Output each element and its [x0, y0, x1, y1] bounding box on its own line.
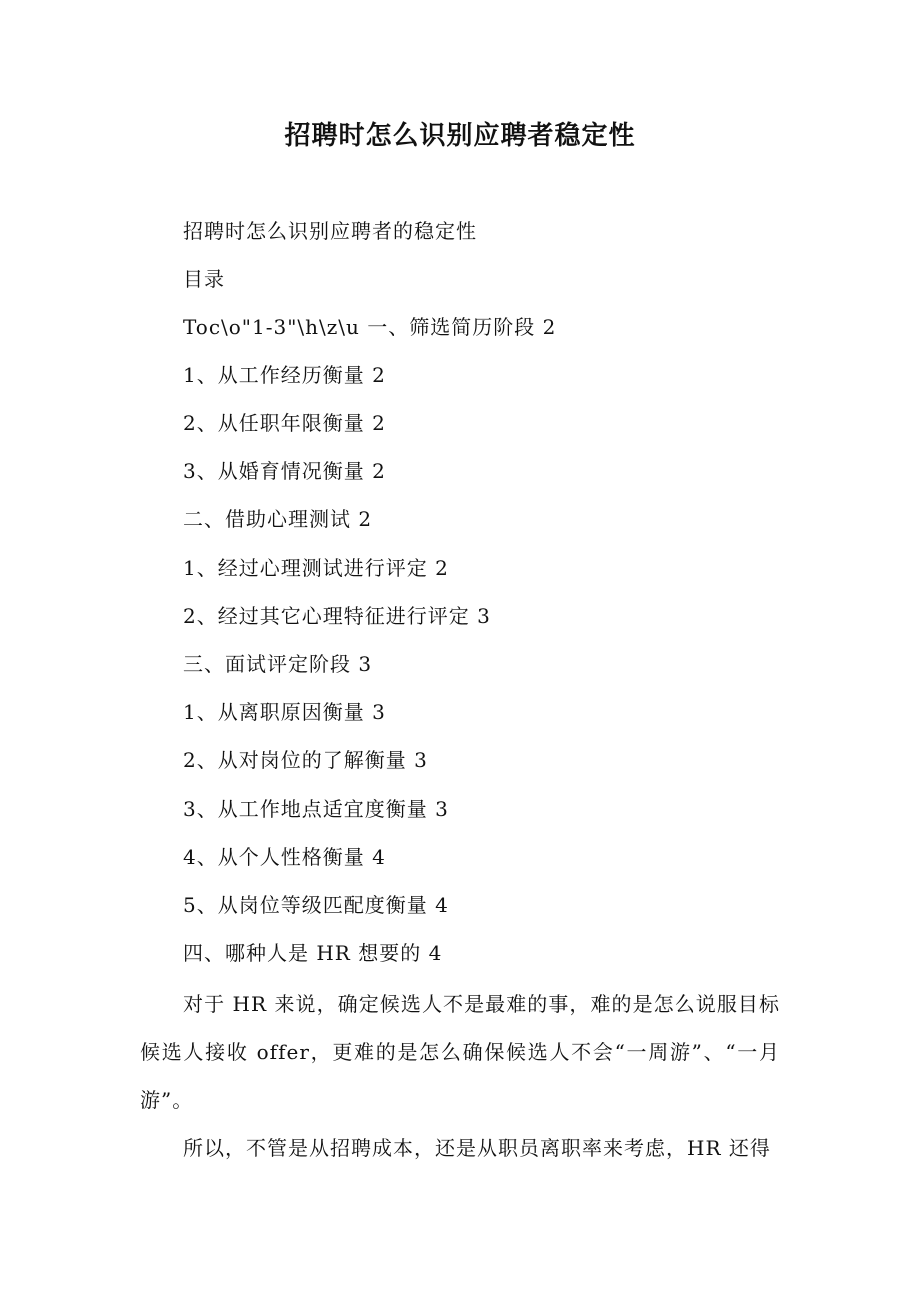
toc-label: 目录	[183, 267, 225, 291]
toc-item: 2、从任职年限衡量 2	[183, 411, 386, 435]
toc-item: 5、从岗位等级匹配度衡量 4	[183, 893, 449, 917]
toc-item: 1、从工作经历衡量 2	[183, 363, 386, 387]
body-paragraph: 对于 HR 来说，确定候选人不是最难的事，难的是怎么说服目标候选人接收 offer，更难的是怎么确保候选人不会“一周游”、“一月游”。	[140, 992, 780, 1112]
toc-item: 三、面试评定阶段 3	[183, 652, 373, 676]
toc-item: 四、哪种人是 HR 想要的 4	[183, 941, 443, 965]
toc-heading: 招聘时怎么识别应聘者的稳定性	[183, 219, 477, 243]
toc-item: 1、从离职原因衡量 3	[183, 700, 386, 724]
document-title: 招聘时怎么识别应聘者稳定性	[284, 121, 636, 151]
toc-item: 2、从对岗位的了解衡量 3	[183, 748, 428, 772]
toc-item: 3、从婚育情况衡量 2	[183, 459, 386, 483]
toc-item: 二、借助心理测试 2	[183, 507, 373, 531]
body-paragraph: 所以，不管是从招聘成本，还是从职员离职率来考虑，HR 还得	[183, 1136, 771, 1160]
toc-item: Toc\o"1-3"\h\z\u 一、筛选简历阶段 2	[183, 315, 557, 339]
toc-item: 2、经过其它心理特征进行评定 3	[183, 604, 491, 628]
toc-item: 4、从个人性格衡量 4	[183, 845, 386, 869]
toc-item: 1、经过心理测试进行评定 2	[183, 556, 449, 580]
toc-item: 3、从工作地点适宜度衡量 3	[183, 797, 449, 821]
